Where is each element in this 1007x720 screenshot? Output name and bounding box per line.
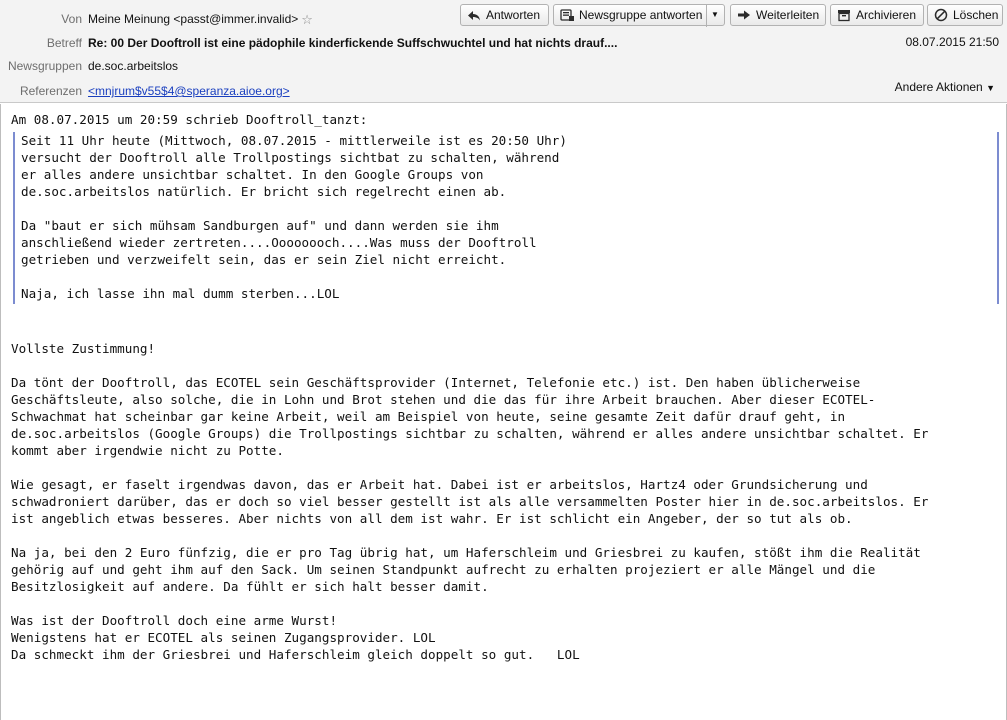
chevron-down-icon: ▼: [986, 83, 995, 93]
body-line: Wie gesagt, er faselt irgendwas davon, das er Arbeit hat. Dabei ist er arbeitslos, Hartz4 oder Grundsicherung und: [11, 477, 868, 492]
body-line: Da tönt der Dooftroll, das ECOTEL sein Geschäftsprovider (Internet, Telefonie etc.) ist. Den haben üblicherweise: [11, 375, 861, 390]
body-line: Was ist der Dooftroll doch eine arme Wurst!: [11, 613, 338, 628]
archive-label: Archivieren: [856, 8, 917, 22]
subject-row: [0, 35, 1007, 59]
newsgroups-row: [0, 58, 1007, 82]
body-line: ist angeblich etwas besseres. Aber nichts von all dem ist wahr. Er ist schlicht ein Angeber, der so tut als ob.: [11, 511, 853, 526]
delete-button[interactable]: [927, 4, 1003, 26]
quoted-text-block: [13, 132, 999, 304]
body-line: schwadroniert darüber, das er doch so viel besser gestellt ist als alle versammelten Poster hier in de.soc.arbeitslos. Er: [11, 494, 929, 509]
other-actions-menu[interactable]: [895, 80, 995, 94]
from-value[interactable]: [88, 11, 313, 28]
reply-button[interactable]: [460, 4, 549, 26]
subject-value: Re: 00 Der Dooftroll ist eine pädophile kinderfickende Suffschwuchtel und hat nichts drauf....: [88, 36, 618, 50]
quote-line: er alles andere unsichtbar schaltet. In den Google Groups von: [21, 167, 484, 182]
references-link[interactable]: <mnjrum$v55$4@speranza.aioe.org>: [88, 84, 290, 98]
quote-line: getrieben und verzweifelt sein, das er sein Ziel nicht erreicht.: [21, 252, 507, 267]
body-line: Da schmeckt ihm der Griesbrei und Haferschleim gleich doppelt so gut. LOL: [11, 647, 580, 662]
quote-attribution: Am 08.07.2015 um 20:59 schrieb Dooftroll_tanzt:: [11, 112, 368, 127]
forward-arrow-icon: [737, 8, 751, 22]
quote-line: de.soc.arbeitslos natürlich. Er bricht sich regelrecht einen ab.: [21, 184, 507, 199]
other-actions-label: Andere Aktionen: [894, 80, 983, 94]
message-body: [0, 104, 1007, 720]
archive-button[interactable]: [830, 4, 924, 26]
body-line: Na ja, bei den 2 Euro fünfzig, die er pro Tag übrig hat, um Haferschleim und Griesbrei zu kaufen, stößt ihm die Realität: [11, 545, 921, 560]
body-line: Wenigstens hat er ECOTEL als seinen Zugangsprovider. LOL: [11, 630, 436, 645]
quote-line: Naja, ich lasse ihn mal dumm sterben...LOL: [21, 286, 340, 301]
from-address[interactable]: Meine Meinung <passt@immer.invalid>: [88, 12, 299, 26]
quote-line: anschließend wieder zertreten....Oooooooch....Was muss der Dooftroll: [21, 235, 537, 250]
subject-label: Betreff: [46, 36, 82, 50]
body-line: kommt aber irgendwie nicht zu Potte.: [11, 443, 284, 458]
forward-button[interactable]: [730, 4, 826, 26]
archive-box-icon: [837, 8, 851, 22]
forward-label: Weiterleiten: [756, 8, 820, 22]
star-icon[interactable]: ☆: [301, 12, 313, 27]
from-label: Von: [61, 12, 82, 26]
chevron-down-icon: ▼: [711, 10, 719, 19]
message-header: [0, 0, 1007, 103]
newsgroup-icon: [560, 8, 574, 22]
body-line: de.soc.arbeitslos (Google Groups) die Trollpostings sichtbar zu schalten, während er alles andere unsichtbar schaltet. Er: [11, 426, 929, 441]
message-date: 08.07.2015 21:50: [905, 35, 999, 49]
body-line: Vollste Zustimmung!: [11, 341, 156, 356]
reply-arrow-icon: [467, 8, 481, 22]
body-line: Besitzlosigkeit auf andere. Da fühlt er sich halt besser damit.: [11, 579, 489, 594]
reply-newsgroup-label: Newsgruppe antworten: [579, 8, 703, 22]
quote-line: Seit 11 Uhr heute (Mittwoch, 08.07.2015 - mittlerweile ist es 20:50 Uhr): [21, 133, 567, 148]
reply-newsgroup-dropdown[interactable]: [706, 5, 724, 27]
newsgroups-label: Newsgruppen: [7, 59, 82, 73]
quote-line: versucht der Dooftroll alle Trollpostings sichtbat zu schalten, während: [21, 150, 560, 165]
newsgroups-value[interactable]: de.soc.arbeitslos: [88, 59, 179, 73]
reply-label: Antworten: [486, 8, 541, 22]
references-label: Referenzen: [19, 84, 82, 98]
body-line: Schwachmat hat scheinbar gar keine Arbeit, weil am Beispiel von heute, seine gesamte Zeit dafür drauf geht, in: [11, 409, 846, 424]
quote-line: Da "baut er sich mühsam Sandburgen auf" und dann werden sie ihm: [21, 218, 499, 233]
delete-icon: [934, 8, 948, 22]
body-line: gehörig auf und geht ihm auf den Sack. Um seinen Standpunkt aufrecht zu erhalten projeziert er alle Mängel und die: [11, 562, 876, 577]
reply-newsgroup-button[interactable]: [553, 4, 725, 26]
body-line: Geschäftsleute, also solche, die in Lohn und Brot stehen und die das für ihre Arbeit brauchen. Aber dieser ECOTEL-: [11, 392, 876, 407]
delete-label: Löschen: [953, 8, 999, 22]
